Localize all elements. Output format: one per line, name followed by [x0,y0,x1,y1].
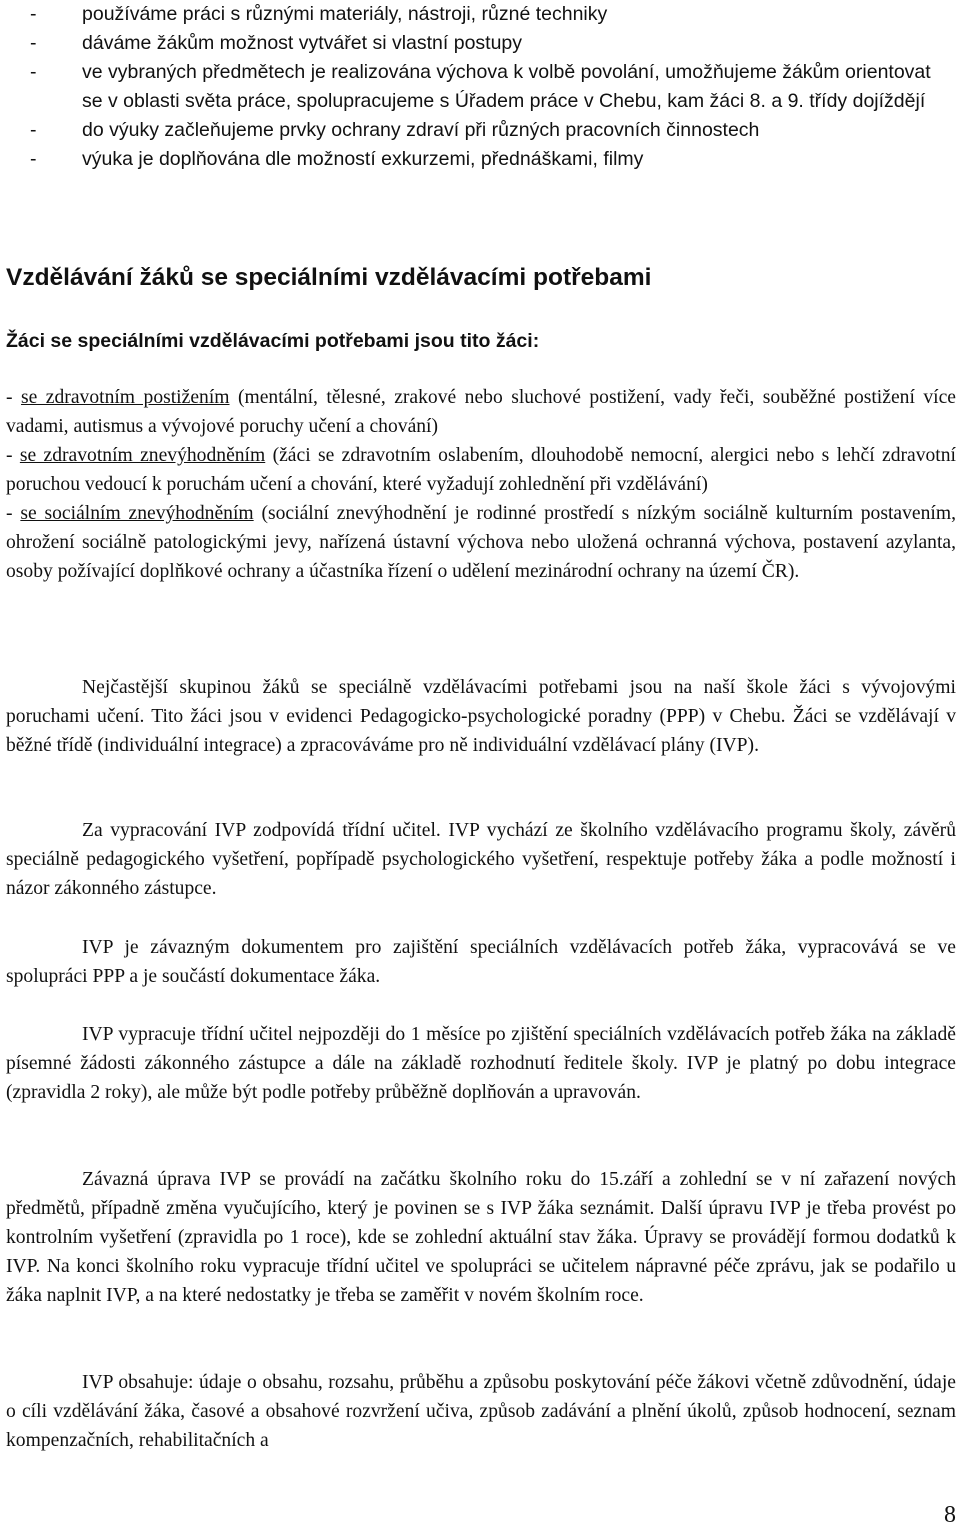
intro-bullet-list [6,0,956,174]
paragraph: Za vypracování IVP zodpovídá třídní učitel. IVP vychází ze školního vzdělávacího programu školy, závěrů speciálně pedagogického vyšetření, popřípadě psychologického vyšetření, respektuje potřeby žáka a podle možností i názor zákonného zástupce. [6,820,956,899]
category-term: se zdravotním znevýhodněním [19,445,266,466]
section-heading: Vzdělávání žáků se speciálními vzdělávacími potřebami [6,264,652,291]
paragraph: Nejčastější skupinou žáků se speciálně vzdělávacími potřebami jsou na naší škole žáci s vývojovými poruchami učení. Tito žáci jsou v evidenci Pedagogicko-psychologické poradny (PPP) v Chebu. Žáci se vzdělávají v běžné třídě (individuální integrace) a zpracováváme pro ně individuální vzdělávací plány (IVP). [6,677,956,756]
category-item: - se sociálním znevýhodněním (sociální znevýhodnění je rodinné prostředí s nízkým sociálně kulturním postavením, ohrožení sociálně patologickými jevy, nařízená ústavní výchova nebo uložená ochranná výchova, postavení azylanta, osoby požívající doplňkové ochrany a účastníka řízení o udělení mezinárodní ochrany na území ČR). [6,503,956,582]
page-number: 8 [944,1502,956,1528]
list-item: - používáme práci s různými materiály, nástroji, různé techniky [6,0,956,29]
category-item: - se zdravotním postižením (mentální, tělesné, zrakové nebo sluchové postižení, vady řeči, souběžné postižení více vadami, autismus a vývojové poruchy učení a chování) [6,387,956,437]
list-item: - ve vybraných předmětech je realizována výchova k volbě povolání, umožňujeme žákům orientovat se v oblasti světa práce, spolupracujeme s Úřadem práce v Chebu, kam žáci 8. a 9. třídy dojíždějí [6,58,956,116]
list-item: - dáváme žákům možnost vytvářet si vlastní postupy [6,29,956,58]
list-item: - výuka je doplňována dle možností exkurzemi, přednáškami, filmy [6,145,956,174]
paragraph: Závazná úprava IVP se provádí na začátku školního roku do 15.září a zohlední se v ní zařazení nových předmětů, případně změna vyučujícího, který je povinen se s IVP žáka seznámit. Další úpravu IVP je třeba provést po kontrolním vyšetření (zpravidla po 1 roce), kde se zohlední aktuální stav žáka. Úpravy se provádějí formou dodatků k IVP. Na konci školního roku vypracuje třídní učitel ve spolupráci se učitelem nápravné péče zprávu, jak se podařilo u žáka naplnit IVP, a na které nedostatky je třeba se zaměřit v novém školním roce. [6,1169,956,1306]
category-item: - se zdravotním znevýhodněním (žáci se zdravotním oslabením, dlouhodobě nemocní, alergici nebo s lehčí zdravotní poruchou vedoucí k poruchám učení a chování, které vyžadují zohlednění při vzdělávání) [6,445,956,495]
bullet-dash: - [30,119,37,141]
section-subheading: Žáci se speciálními vzdělávacími potřebami jsou tito žáci: [6,330,540,352]
categories-list [6,383,956,586]
paragraph: IVP vypracuje třídní učitel nejpozději do 1 měsíce po zjištění speciálních vzdělávacích potřeb žáka na základě písemné žádosti zákonného zástupce a dále na základě rozhodnutí ředitele školy. IVP je platný po dobu integrace (zpravidla 2 roky), ale může být podle potřeby průběžně doplňován a upravován. [6,1024,956,1103]
list-item: - do výuky začleňujeme prvky ochrany zdraví při různých pracovních činnostech [6,116,956,145]
bullet-dash: - [30,148,37,170]
paragraph: IVP je závazným dokumentem pro zajištění speciálních vzdělávacích potřeb žáka, vypracovává se ve spolupráci PPP a je součástí dokumentace žáka. [6,937,956,987]
bullet-dash: - [30,3,37,25]
bullet-dash: - [30,32,37,54]
category-term: se sociálním znevýhodněním [20,503,254,524]
category-term: se zdravotním postižením [21,387,230,408]
bullet-dash: - [30,61,37,83]
paragraph: IVP obsahuje: údaje o obsahu, rozsahu, průběhu a způsobu poskytování péče žákovi včetně zdůvodnění, údaje o cíli vzdělávání žáka, časové a obsahové rozvržení učiva, způsob zadávání a plnění úkolů, způsob hodnocení, seznam kompenzačních, rehabilitačních a [6,1372,956,1451]
